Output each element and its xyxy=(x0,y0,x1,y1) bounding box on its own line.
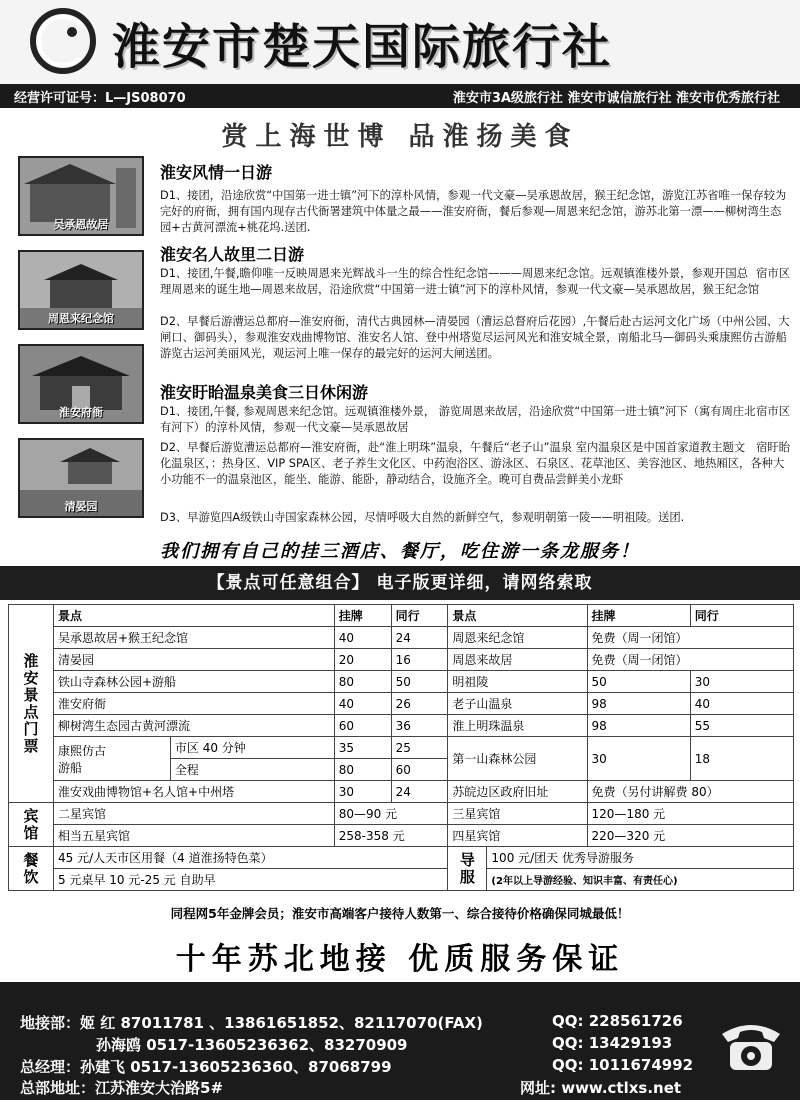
tour-title: 淮安风情一日游 xyxy=(160,163,273,182)
listed-price: 免费（周一闭馆） xyxy=(587,649,793,671)
hotel-type: 四星宾馆 xyxy=(448,825,587,847)
guide-label: 导服 xyxy=(448,847,487,891)
dining-text: 45 元/人天市区用餐（4 道淮扬特色菜） xyxy=(54,847,448,869)
col-peer: 同行 xyxy=(391,605,448,627)
col-listed: 挂牌 xyxy=(334,605,391,627)
photo-zhou-memorial xyxy=(18,250,144,330)
spot-name: 周恩来纪念馆 xyxy=(448,627,587,649)
listed-price: 98 xyxy=(587,715,690,737)
table-row xyxy=(9,847,794,869)
col-spot: 景点 xyxy=(448,605,587,627)
table-header-row xyxy=(9,605,794,627)
qq-number: QQ: 1011674992 xyxy=(552,1056,694,1074)
peer-price: 18 xyxy=(690,737,793,781)
honors-text: 淮安市3A级旅行社 淮安市诚信旅行社 淮安市优秀旅行社 xyxy=(452,91,780,106)
table-row xyxy=(9,781,794,803)
spot-name: 周恩来故居 xyxy=(448,649,587,671)
peer-price: 24 xyxy=(391,781,448,803)
photo-wu-chengen xyxy=(18,156,144,236)
contact-line: 总经理：孙建飞 0517-13605236360、87068799 xyxy=(20,1058,392,1076)
boat-option: 市区 40 分钟 xyxy=(170,737,334,759)
listed-price: 30 xyxy=(587,737,690,781)
tour-day-text: D2、早餐后游漕运总都府—淮安府衙，清代古典园林—清晏园（漕运总督府后花园）,午餐后赴古运河文化广场（中州公园、大闸口、御码头），参观淮安戏曲博物馆、淮安名人馆、登中州塔览尽运河风光和淮安城全景，南船北马—御码头乘康熙仿古游船游览古运河美丽风光，观运河上唯一保存的最完好的运河大闸送团。 xyxy=(160,315,790,360)
table-row xyxy=(9,803,794,825)
company-logo-icon xyxy=(28,6,98,76)
dining-label: 餐饮 xyxy=(9,847,54,891)
boat-option: 全程 xyxy=(170,759,334,781)
combo-bar: 【景点可任意组合】 电子版更详细，请网络索取 xyxy=(0,566,800,600)
dining-text: 5 元桌早 10 元-25 元 自助早 xyxy=(54,869,448,891)
tour-title: 淮安盱眙温泉美食三日休闲游 xyxy=(160,383,369,402)
hotel-type: 三星宾馆 xyxy=(448,803,587,825)
address: 总部地址：江苏淮安大治路5# xyxy=(20,1079,224,1097)
qq-number: QQ: 228561726 xyxy=(552,1012,683,1030)
peer-price: 55 xyxy=(690,715,793,737)
membership-note: 同程网5年金牌会员；淮安市高端客户接待人数第一、综合接待价格确保同城最低！ xyxy=(170,906,630,921)
table-row xyxy=(9,715,794,737)
hotel-type: 相当五星宾馆 xyxy=(54,825,335,847)
peer-price: 25 xyxy=(391,737,448,759)
table-row xyxy=(9,869,794,891)
spot-name: 淮安戏曲博物馆+名人馆+中州塔 xyxy=(54,781,335,803)
col-peer: 同行 xyxy=(690,605,793,627)
table-row xyxy=(9,627,794,649)
overnight-note: 宿盱眙 xyxy=(756,441,790,454)
spot-name: 老子山温泉 xyxy=(448,693,587,715)
table-row xyxy=(9,649,794,671)
listed-price: 免费（另付讲解费 80） xyxy=(587,781,793,803)
peer-price: 26 xyxy=(391,693,448,715)
spot-name: 铁山寺森林公园+游船 xyxy=(54,671,335,693)
hotel-price: 258-358 元 xyxy=(334,825,448,847)
tour-day-text: D3、早游览四A级铁山寺国家森林公园，尽情呼吸大自然的新鲜空气，参观明朝第一陵——明祖陵。送团. xyxy=(160,511,685,524)
spot-name: 淮安府衙 xyxy=(54,693,335,715)
website-link[interactable]: 网址: www.ctlxs.net xyxy=(520,1079,682,1097)
expo-slogan: 赏上海世博 品淮扬美食 xyxy=(221,122,579,152)
peer-price: 30 xyxy=(690,671,793,693)
photo-caption: 淮安府衙 xyxy=(59,406,103,419)
ticket-section-label: 淮安景点门票 xyxy=(9,605,54,803)
hotel-price: 220—320 元 xyxy=(587,825,793,847)
tour-day xyxy=(160,440,790,488)
service-guarantee: 十年苏北地接 优质服务保证 xyxy=(175,942,625,977)
peer-price: 50 xyxy=(391,671,448,693)
table-row xyxy=(9,825,794,847)
qq-number: QQ: 13429193 xyxy=(552,1034,673,1052)
kangxi-boat-label: 康熙仿古 游船 xyxy=(54,737,171,781)
peer-price: 40 xyxy=(690,693,793,715)
listed-price: 20 xyxy=(334,649,391,671)
contact-footer xyxy=(0,982,800,1100)
listed-price: 80 xyxy=(334,671,391,693)
photo-huaian-yamen xyxy=(18,344,144,424)
listed-price: 80 xyxy=(334,759,391,781)
peer-price: 60 xyxy=(391,759,448,781)
price-table xyxy=(8,604,794,891)
spot-name: 柳树湾生态园古黄河漂流 xyxy=(54,715,335,737)
service-banner: 我们拥有自己的挂三酒店、餐厅，吃住游一条龙服务！ xyxy=(160,541,640,562)
tour-day-text: D1、接团,午餐, 参观周恩来纪念馆。远观镇淮楼外景， 游览周恩来故居，沿途欣赏“中国第一进士镇”河下（寓有周庄北有河下）的淳朴风情，参观一代文豪—吴承恩故居 xyxy=(160,405,756,434)
tour-day xyxy=(160,266,790,298)
license-bar xyxy=(0,84,800,108)
photo-qingyan-garden xyxy=(18,438,144,518)
hotel-label: 宾馆 xyxy=(9,803,54,847)
spot-name: 吴承恩故居+猴王纪念馆 xyxy=(54,627,335,649)
overnight-note: 宿市区 xyxy=(756,267,790,280)
overnight-note: 宿市区 xyxy=(756,405,790,418)
spot-name: 淮上明珠温泉 xyxy=(448,715,587,737)
peer-price: 16 xyxy=(391,649,448,671)
guide-note: (2年以上导游经验、知识丰富、有责任心) xyxy=(487,869,794,891)
guide-text: 100 元/团天 优秀导游服务 xyxy=(487,847,794,869)
photo-caption: 吴承恩故居 xyxy=(53,218,109,231)
photo-caption: 清晏园 xyxy=(64,500,98,513)
company-name: 淮安市楚天国际旅行社 xyxy=(112,19,613,75)
contact-line: 地接部：姬 红 87011781 、13861651852、82117070(FAX) xyxy=(20,1014,483,1032)
listed-price: 50 xyxy=(587,671,690,693)
photo-caption: 周恩来纪念馆 xyxy=(48,312,114,325)
license-number: 经营许可证号：L—JS08070 xyxy=(14,91,186,106)
hotel-price: 80—90 元 xyxy=(334,803,448,825)
listed-price: 40 xyxy=(334,627,391,649)
spot-name: 苏皖边区政府旧址 xyxy=(448,781,587,803)
spot-name: 第一山森林公园 xyxy=(448,737,587,781)
table-row xyxy=(9,693,794,715)
listed-price: 60 xyxy=(334,715,391,737)
peer-price: 36 xyxy=(391,715,448,737)
spot-name: 清晏园 xyxy=(54,649,335,671)
tour-day-text: D2、早餐后游览漕运总都府—淮安府衙，赴“淮上明珠”温泉，午餐后“老子山”温泉 室内温泉区是中国首家道教主题文化温泉区，：热身区、VIP SPA区、老子养生文化区、中药泡浴区、游泳区、石泉区、花草池区、美容池区、地热厢区，各种大小功能不一的温泉池区，能坐、能游、能卧，静动结合，设施齐全。晚可自费品尝鲜美小龙虾 xyxy=(160,441,785,486)
tour-day xyxy=(160,404,790,436)
listed-price: 免费（周一闭馆） xyxy=(587,627,793,649)
table-row xyxy=(9,671,794,693)
spot-name: 明祖陵 xyxy=(448,671,587,693)
tour-title: 淮安名人故里二日游 xyxy=(160,245,305,264)
hotel-type: 二星宾馆 xyxy=(54,803,335,825)
contact-line: 孙海鸥 0517-13605236362、83270909 xyxy=(96,1036,408,1054)
col-spot: 景点 xyxy=(54,605,335,627)
table-row xyxy=(9,737,794,759)
listed-price: 98 xyxy=(587,693,690,715)
col-listed: 挂牌 xyxy=(587,605,690,627)
listed-price: 40 xyxy=(334,693,391,715)
tour-day-text: D1、接团，沿途欣赏“中国第一进士镇”河下的淳朴风情，参观一代文豪—吴承恩故居，猴王纪念馆，游览江苏省唯一保存较为完好的府衙，拥有国内现存古代衙署建筑中体量之最——淮安府衙，餐后参观—周恩来纪念馆，游苏北第一漂——柳树湾生态园+古黄河漂流+桃花坞.送团. xyxy=(160,189,787,234)
peer-price: 24 xyxy=(391,627,448,649)
listed-price: 30 xyxy=(334,781,391,803)
tour-day-text: D1、接团,午餐,瞻仰唯一反映周恩来光辉战斗一生的综合性纪念馆———周恩来纪念馆。远观镇淮楼外景，参观开国总理周恩来的诞生地—周恩来故居，沿途欣赏“中国第一进士镇”河下的淳朴风情，参观一代文豪—吴承恩故居，猴王纪念馆 xyxy=(160,267,760,296)
listed-price: 35 xyxy=(334,737,391,759)
hotel-price: 120—180 元 xyxy=(587,803,793,825)
telephone-icon xyxy=(716,1012,786,1074)
